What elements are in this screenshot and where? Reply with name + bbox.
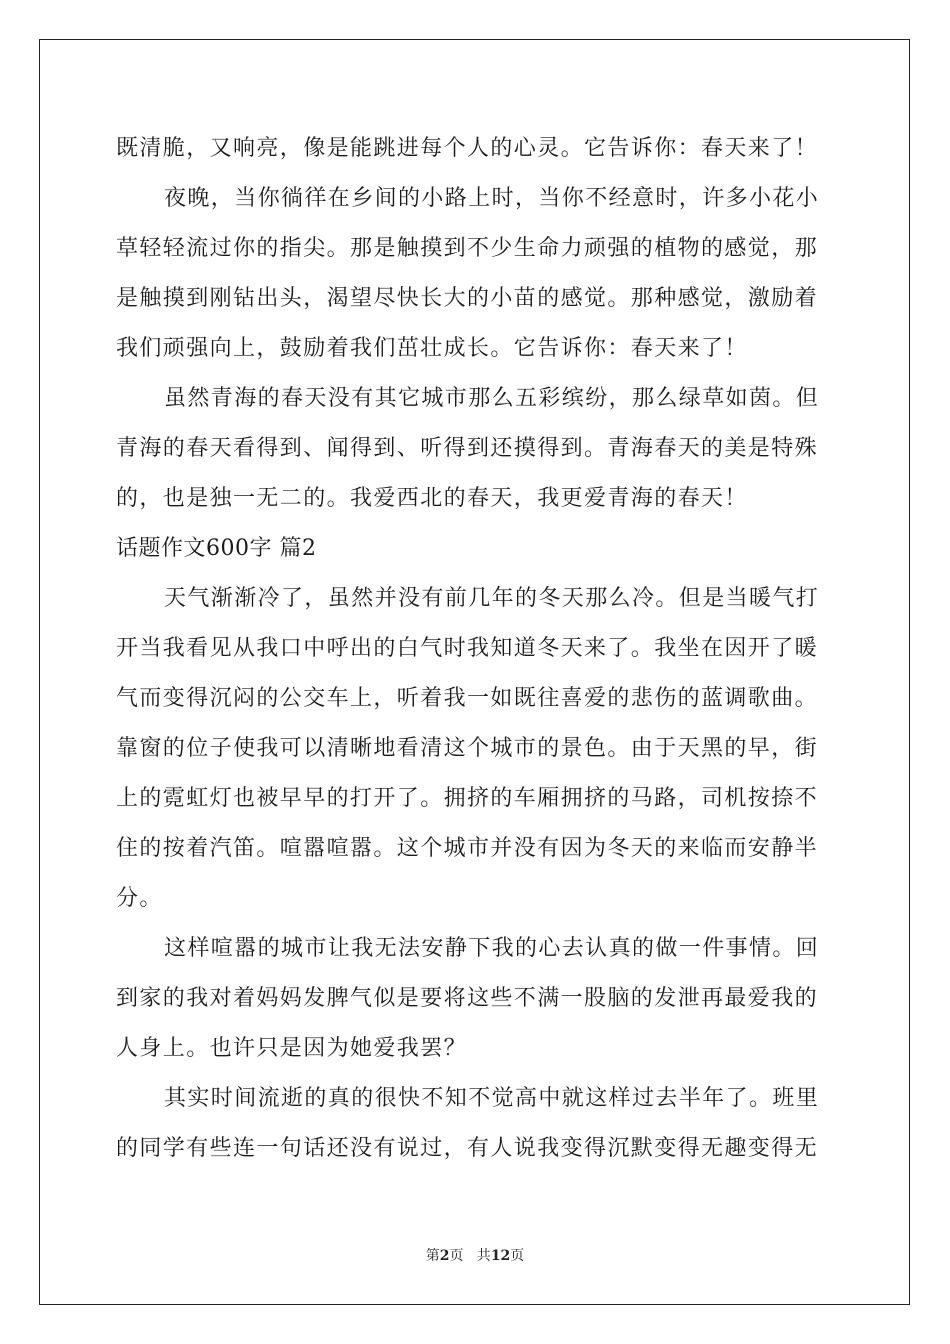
text-line: 上的霓虹灯也被早早的打开了。拥挤的车厢拥挤的马路，司机按捺不 [116,786,819,811]
text-line: 分。 [116,886,163,911]
text-line: 气而变得沉闷的公交车上，听着我一如既往喜爱的悲伤的蓝调歌曲。 [116,686,819,711]
section-heading: 话题作文600字 篇2 [116,536,317,561]
text-line: 的同学有些连一句话还没有说过，有人说我变得沉默变得无趣变得无 [116,1136,819,1161]
text-line: 我们顽强向上，鼓励着我们茁壮成长。它告诉你：春天来了！ [116,336,748,361]
page-footer [0,1245,950,1265]
text-line: 人身上。也许只是因为她爱我罢？ [116,1036,468,1061]
text-line: 开当我看见从我口中呼出的白气时我知道冬天来了。我坐在因开了暖 [116,636,819,661]
page-border [39,39,910,1305]
text-line: 既清脆，又响亮，像是能跳进每个人的心灵。它告诉你：春天来了！ [116,136,819,161]
paragraph-start: 虽然青海的春天没有其它城市那么五彩缤纷，那么绿草如茵。但 [164,386,820,411]
paragraph-start: 天气渐渐冷了，虽然并没有前几年的冬天那么冷。但是当暖气打 [164,586,820,611]
footer-middle: 页 共 [449,1248,491,1264]
paragraph-start: 其实时间流逝的真的很快不知不觉高中就这样过去半年了。班里 [164,1086,820,1111]
paragraph-start: 夜晚，当你徜徉在乡间的小路上时，当你不经意时，许多小花小 [164,186,820,211]
text-line: 草轻轻流过你的指尖。那是触摸到不少生命力顽强的植物的感觉，那 [116,236,819,261]
text-line: 青海的春天看得到、闻得到、听得到还摸得到。青海春天的美是特殊 [116,436,819,461]
footer-prefix: 第 [425,1248,440,1264]
text-line: 靠窗的位子使我可以清晰地看清这个城市的景色。由于天黑的早，街 [116,736,819,761]
total-page-count: 12 [490,1248,511,1264]
text-line: 住的按着汽笛。喧嚣喧嚣。这个城市并没有因为冬天的来临而安静半 [116,836,819,861]
current-page-number: 2 [439,1248,450,1264]
text-line: 到家的我对着妈妈发脾气似是要将这些不满一股脑的发泄再最爱我的 [116,986,819,1011]
text-line: 是触摸到刚钻出头，渴望尽快长大的小苗的感觉。那种感觉，激励着 [116,286,819,311]
text-line: 的，也是独一无二的。我爱西北的春天，我更爱青海的春天！ [116,486,748,511]
footer-suffix: 页 [510,1248,525,1264]
paragraph-start: 这样喧嚣的城市让我无法安静下我的心去认真的做一件事情。回 [164,936,820,961]
